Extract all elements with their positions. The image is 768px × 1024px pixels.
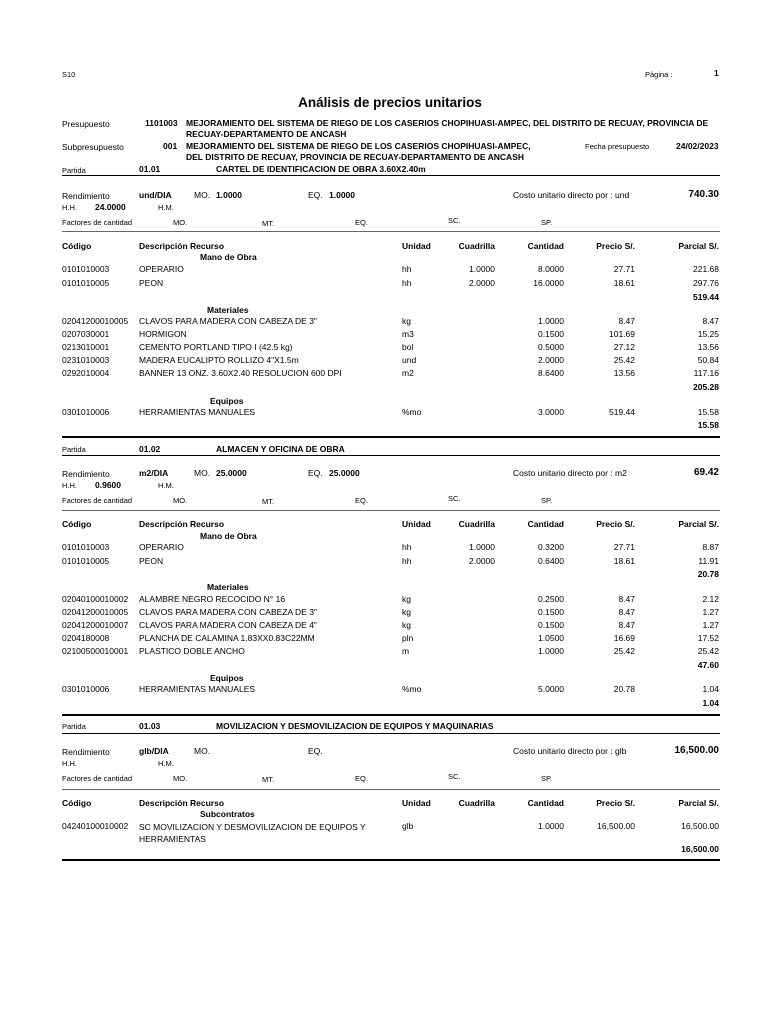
partida-code: 01.02 <box>139 444 161 454</box>
row-desc: HERRAMIENTAS MANUALES <box>139 407 256 417</box>
row-parcial: 11.91 <box>698 556 719 566</box>
partida-name: ALMACEN Y OFICINA DE OBRA <box>216 444 345 454</box>
row-unidad: %mo <box>402 407 422 417</box>
fecha-value: 24/02/2023 <box>676 141 719 151</box>
rendimiento-unit: glb/DIA <box>139 746 169 756</box>
costo-value: 740.30 <box>688 189 719 200</box>
factor-mo: MO. <box>173 496 188 505</box>
subpresupuesto-desc-line2: DEL DISTRITO DE RECUAY, PROVINCIA DE RECUAY-DEPARTAMENTO DE ANCASH <box>186 152 524 162</box>
row-parcial: 8.47 <box>702 316 719 326</box>
group-subtotal: 47.60 <box>697 660 719 670</box>
row-parcial: 17.52 <box>697 633 719 643</box>
row-parcial: 15.58 <box>697 407 719 417</box>
row-desc: SC MOVILIZACION Y DESMOVILIZACION DE EQUIPOS Y HERRAMIENTAS <box>139 822 366 844</box>
row-precio: 519.44 <box>609 407 635 417</box>
row-codigo: 02041200010005 <box>62 607 129 617</box>
factor-sp: SP. <box>541 496 553 505</box>
eq-label: EQ. <box>308 190 323 200</box>
partida-code: 01.03 <box>139 721 161 731</box>
row-cantidad: 1.0500 <box>538 633 564 643</box>
row-desc: PLANCHA DE CALAMINA 1.83XX0.83C22MM <box>139 633 315 643</box>
presupuesto-desc-line2: RECUAY-DEPARTAMENTO DE ANCASH <box>186 129 347 139</box>
row-parcial: 297.76 <box>693 278 719 288</box>
row-precio: 20.78 <box>613 684 635 694</box>
row-unidad: m3 <box>402 329 414 339</box>
row-desc: HERRAMIENTAS MANUALES <box>139 684 256 694</box>
factor-sc: SC. <box>448 216 461 225</box>
row-codigo: 02100500010001 <box>62 646 129 656</box>
col-unidad: Unidad <box>402 519 431 529</box>
row-unidad: hh <box>402 278 412 288</box>
row-cantidad: 0.5000 <box>538 342 564 352</box>
row-desc: CLAVOS PARA MADERA CON CABEZA DE 3" <box>139 607 317 617</box>
col-precio: Precio S/. <box>596 519 635 529</box>
row-desc: OPERARIO <box>139 542 184 552</box>
hh-label: H.H. <box>62 759 77 768</box>
row-precio: 13.56 <box>613 368 635 378</box>
rendimiento-label: Rendimiento <box>62 191 110 201</box>
group-heading: Equipos <box>210 396 244 406</box>
page-title: Análisis de precios unitarios <box>298 95 482 110</box>
hh-label: H.H. <box>62 203 77 212</box>
row-cuadrilla: 1.0000 <box>469 264 495 274</box>
col-unidad: Unidad <box>402 798 431 808</box>
row-desc: CLAVOS PARA MADERA CON CABEZA DE 3" <box>139 316 317 326</box>
group-heading: Materiales <box>207 305 249 315</box>
row-cantidad: 1.0000 <box>538 646 564 656</box>
factor-mt: MT. <box>262 775 275 784</box>
partida-end-rule <box>62 859 720 861</box>
row-codigo: 0301010006 <box>62 407 110 417</box>
row-cantidad: 1.0000 <box>538 821 564 831</box>
factor-eq: EQ. <box>355 496 368 505</box>
factor-eq: EQ. <box>355 218 368 227</box>
row-precio: 8.47 <box>618 594 635 604</box>
factor-mt: MT. <box>262 219 275 228</box>
factor-eq: EQ. <box>355 774 368 783</box>
row-codigo: 02041200010007 <box>62 620 129 630</box>
row-codigo: 02040100010002 <box>62 594 129 604</box>
mo-label: MO. <box>194 468 211 478</box>
row-unidad: kg <box>402 594 411 604</box>
row-codigo: 0101010003 <box>62 264 110 274</box>
eq-value: 25.0000 <box>329 468 360 478</box>
row-desc: PEON <box>139 278 164 288</box>
row-precio: 25.42 <box>613 355 635 365</box>
factor-sc: SC. <box>448 772 461 781</box>
factores-rule <box>62 231 720 232</box>
row-parcial: 25.42 <box>697 646 719 656</box>
row-desc: PEON <box>139 556 164 566</box>
row-unidad: m <box>402 646 410 656</box>
row-codigo: 0292010004 <box>62 368 110 378</box>
col-descripcion: Descripción Recurso <box>139 798 225 808</box>
col-descripcion: Descripción Recurso <box>139 519 225 529</box>
row-precio: 25.42 <box>613 646 635 656</box>
costo-value: 16,500.00 <box>674 745 719 756</box>
rendimiento-label: Rendimiento <box>62 469 110 479</box>
group-subtotal: 205.28 <box>693 382 719 392</box>
row-desc: ALAMBRE NEGRO RECOCIDO N° 16 <box>139 594 286 604</box>
row-unidad: hh <box>402 264 412 274</box>
row-cantidad: 2.0000 <box>538 355 564 365</box>
row-unidad: glb <box>402 821 414 831</box>
group-heading: Equipos <box>210 673 244 683</box>
col-cuadrilla: Cuadrilla <box>458 519 495 529</box>
group-subtotal: 15.58 <box>697 420 719 430</box>
costo-label: Costo unitario directo por : und <box>513 190 630 200</box>
partida-label: Partida <box>62 166 86 175</box>
costo-value: 69.42 <box>693 467 719 478</box>
hm-label: H.M. <box>158 481 174 490</box>
costo-label: Costo unitario directo por : glb <box>513 746 627 756</box>
row-unidad: %mo <box>402 684 422 694</box>
row-precio: 27.71 <box>613 264 635 274</box>
row-codigo: 0101010005 <box>62 278 110 288</box>
row-cantidad: 1.0000 <box>538 316 564 326</box>
row-unidad: hh <box>402 542 412 552</box>
col-cantidad: Cantidad <box>527 798 564 808</box>
hh-value: 0.9600 <box>95 480 121 490</box>
row-unidad: kg <box>402 620 411 630</box>
row-codigo: 0101010005 <box>62 556 110 566</box>
row-cantidad: 8.0000 <box>538 264 564 274</box>
row-desc: HORMIGON <box>139 329 187 339</box>
eq-label: EQ. <box>308 746 323 756</box>
row-cantidad: 5.0000 <box>538 684 564 694</box>
group-heading: Mano de Obra <box>200 531 257 541</box>
row-desc: OPERARIO <box>139 264 184 274</box>
col-codigo: Código <box>62 519 92 529</box>
col-parcial: Parcial S/. <box>678 241 719 251</box>
row-codigo: 04240100010002 <box>62 821 129 831</box>
row-parcial: 16,500.00 <box>681 821 719 831</box>
row-desc: BANNER 13 ONZ. 3.60X2.40 RESOLUCION 600 DPI <box>139 368 342 378</box>
factores-label: Factores de cantidad <box>62 774 133 783</box>
presupuesto-desc-line1: MEJORAMIENTO DEL SISTEMA DE RIEGO DE LOS CASERIOS CHOPIHUASI-AMPEC, DEL DISTRITO DE RECUAY, PROVINCIA DE <box>186 118 709 128</box>
partida-name: MOVILIZACION Y DESMOVILIZACION DE EQUIPOS Y MAQUINARIAS <box>216 721 494 731</box>
row-parcial: 50.84 <box>697 355 719 365</box>
row-parcial: 13.56 <box>697 342 719 352</box>
row-parcial: 15.25 <box>697 329 719 339</box>
row-desc: PLASTICO DOBLE ANCHO <box>139 646 245 656</box>
hm-label: H.M. <box>158 203 174 212</box>
factores-label: Factores de cantidad <box>62 496 133 505</box>
col-cantidad: Cantidad <box>527 519 564 529</box>
factor-sc: SC. <box>448 494 461 503</box>
factores-rule <box>62 789 720 790</box>
subpresupuesto-code: 001 <box>163 141 178 151</box>
row-precio: 18.61 <box>613 556 635 566</box>
row-desc: MADERA EUCALIPTO ROLLIZO 4"X1.5m <box>139 355 299 365</box>
col-descripcion: Descripción Recurso <box>139 241 225 251</box>
row-codigo: 0301010006 <box>62 684 110 694</box>
row-parcial: 1.27 <box>702 620 719 630</box>
col-precio: Precio S/. <box>596 241 635 251</box>
row-cantidad: 3.0000 <box>538 407 564 417</box>
row-cantidad: 0.3200 <box>538 542 564 552</box>
row-unidad: hh <box>402 556 412 566</box>
hm-label: H.M. <box>158 759 174 768</box>
group-subtotal: 16,500.00 <box>681 844 719 854</box>
row-cuadrilla: 2.0000 <box>469 278 495 288</box>
row-codigo: 0101010003 <box>62 542 110 552</box>
factor-sp: SP. <box>541 774 553 783</box>
col-codigo: Código <box>62 241 92 251</box>
factores-label: Factores de cantidad <box>62 218 133 227</box>
mo-label: MO. <box>194 190 211 200</box>
factor-sp: SP. <box>541 218 553 227</box>
presupuesto-code: 1101003 <box>145 118 178 128</box>
col-parcial: Parcial S/. <box>678 519 719 529</box>
mo-value: 25.0000 <box>216 468 247 478</box>
row-parcial: 221.68 <box>693 264 719 274</box>
row-unidad: m2 <box>402 368 414 378</box>
row-parcial: 1.04 <box>702 684 719 694</box>
row-precio: 8.47 <box>618 316 635 326</box>
row-unidad: pln <box>402 633 414 643</box>
row-parcial: 117.16 <box>693 368 719 378</box>
eq-value: 1.0000 <box>329 190 355 200</box>
partida-top-rule <box>62 455 720 456</box>
row-parcial: 8.87 <box>702 542 719 552</box>
report-code: S10 <box>62 70 76 79</box>
group-subtotal: 519.44 <box>693 292 719 302</box>
partida-top-rule <box>62 733 720 734</box>
hh-value: 24.0000 <box>95 202 126 212</box>
col-parcial: Parcial S/. <box>678 798 719 808</box>
row-cantidad: 0.1500 <box>538 620 564 630</box>
partida-label: Partida <box>62 445 86 454</box>
row-precio: 16.69 <box>613 633 635 643</box>
costo-label: Costo unitario directo por : m2 <box>513 468 627 478</box>
subpresupuesto-desc-line1: MEJORAMIENTO DEL SISTEMA DE RIEGO DE LOS CASERIOS CHOPIHUASI-AMPEC, <box>186 141 531 151</box>
presupuesto-label: Presupuesto <box>62 119 110 129</box>
partida-name: CARTEL DE IDENTIFICACION DE OBRA 3.60X2.40m <box>216 164 426 174</box>
col-cantidad: Cantidad <box>527 241 564 251</box>
group-heading: Materiales <box>207 582 249 592</box>
subpresupuesto-label: Subpresupuesto <box>62 142 124 152</box>
row-unidad: bol <box>402 342 414 352</box>
row-codigo: 02041200010005 <box>62 316 129 326</box>
row-precio: 27.71 <box>613 542 635 552</box>
row-desc: CEMENTO PORTLAND TIPO I (42.5 kg) <box>139 342 293 352</box>
row-precio: 8.47 <box>618 607 635 617</box>
col-precio: Precio S/. <box>596 798 635 808</box>
row-cantidad: 0.1500 <box>538 329 564 339</box>
row-precio: 101.69 <box>609 329 635 339</box>
partida-end-rule <box>62 714 720 716</box>
row-precio: 8.47 <box>618 620 635 630</box>
factor-mt: MT. <box>262 497 275 506</box>
page-number: 1 <box>714 68 719 78</box>
row-cantidad: 8.6400 <box>538 368 564 378</box>
row-codigo: 0204180008 <box>62 633 110 643</box>
row-parcial: 1.27 <box>702 607 719 617</box>
row-cantidad: 16.0000 <box>533 278 564 288</box>
row-cantidad: 0.6400 <box>538 556 564 566</box>
partida-end-rule <box>62 436 720 438</box>
row-codigo: 0207030001 <box>62 329 110 339</box>
row-cuadrilla: 2.0000 <box>469 556 495 566</box>
row-unidad: kg <box>402 316 411 326</box>
col-cuadrilla: Cuadrilla <box>458 241 495 251</box>
row-precio: 16,500.00 <box>597 821 635 831</box>
row-parcial: 2.12 <box>702 594 719 604</box>
row-cantidad: 0.1500 <box>538 607 564 617</box>
factor-mo: MO. <box>173 218 188 227</box>
group-heading: Mano de Obra <box>200 252 257 262</box>
col-codigo: Código <box>62 798 92 808</box>
fecha-label: Fecha presupuesto <box>585 142 650 151</box>
partida-top-rule <box>62 175 720 176</box>
row-desc: CLAVOS PARA MADERA CON CABEZA DE 4" <box>139 620 317 630</box>
factor-mo: MO. <box>173 774 188 783</box>
row-codigo: 0213010001 <box>62 342 110 352</box>
row-cantidad: 0.2500 <box>538 594 564 604</box>
eq-label: EQ. <box>308 468 323 478</box>
mo-value: 1.0000 <box>216 190 242 200</box>
row-codigo: 0231010003 <box>62 355 110 365</box>
rendimiento-unit: m2/DIA <box>139 468 169 478</box>
page-label: Página : <box>645 70 673 79</box>
row-unidad: und <box>402 355 417 365</box>
row-unidad: kg <box>402 607 411 617</box>
hh-label: H.H. <box>62 481 77 490</box>
rendimiento-unit: und/DIA <box>139 190 172 200</box>
row-precio: 27.12 <box>613 342 635 352</box>
group-subtotal: 1.04 <box>702 698 719 708</box>
group-subtotal: 20.78 <box>697 569 719 579</box>
row-cuadrilla: 1.0000 <box>469 542 495 552</box>
row-precio: 18.61 <box>613 278 635 288</box>
col-cuadrilla: Cuadrilla <box>458 798 495 808</box>
mo-label: MO. <box>194 746 211 756</box>
factores-rule <box>62 510 720 511</box>
partida-code: 01.01 <box>139 164 161 174</box>
col-unidad: Unidad <box>402 241 431 251</box>
partida-label: Partida <box>62 722 86 731</box>
group-heading: Subcontratos <box>200 809 255 819</box>
rendimiento-label: Rendimiento <box>62 747 110 757</box>
